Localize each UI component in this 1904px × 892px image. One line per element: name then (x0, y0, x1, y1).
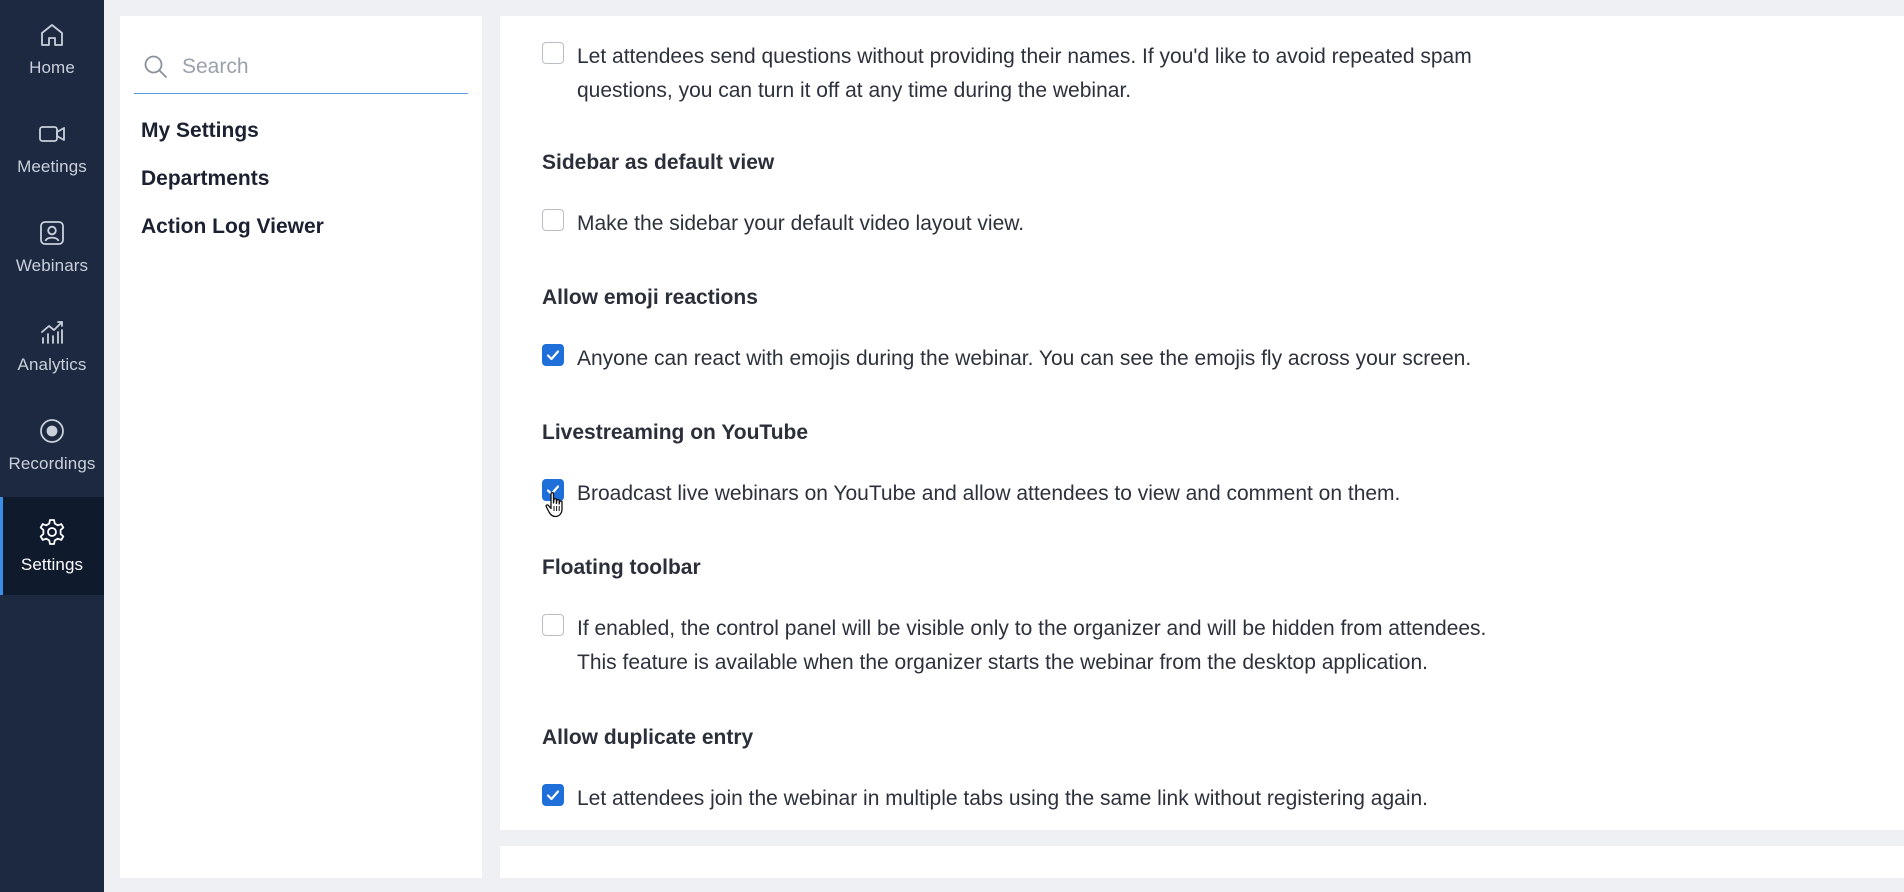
nav-item-analytics[interactable] (0, 297, 104, 395)
analytics-chart-icon (37, 317, 67, 347)
settings-content (500, 16, 1904, 830)
search-input[interactable] (182, 55, 452, 79)
nav-label: Meetings (17, 157, 87, 176)
section-title: Livestreaming on YouTube (542, 421, 809, 444)
duplicate-entry-checkbox[interactable] (542, 784, 564, 806)
setting-row (542, 782, 1842, 816)
settings-menu (141, 102, 324, 246)
floating-toolbar-section (542, 556, 1842, 580)
section-title: Sidebar as default view (542, 151, 775, 174)
duplicate-entry-section (542, 726, 1842, 750)
nav-item-settings[interactable] (0, 497, 104, 595)
nav-label: Home (29, 58, 75, 77)
description-line: Let attendees send questions without providing their names. If you'd like to avoid repeated spam (577, 45, 1472, 68)
sidebar-default-section (542, 151, 1842, 175)
nav-item-meetings[interactable] (0, 99, 104, 197)
setting-description (577, 612, 1842, 680)
menu-item-action-log-viewer[interactable]: Action Log Viewer (141, 215, 324, 238)
description-line: This feature is available when the organizer starts the webinar from the desktop application. (577, 651, 1428, 674)
description-line: questions, you can turn it off at any time during the webinar. (577, 79, 1132, 102)
floating-toolbar-checkbox[interactable] (542, 614, 564, 636)
youtube-livestream-checkbox[interactable] (542, 479, 564, 501)
nav-label: Analytics (17, 355, 87, 374)
menu-item-my-settings[interactable]: My Settings (141, 119, 259, 142)
setting-description: Broadcast live webinars on YouTube and allow attendees to view and comment on them. (577, 482, 1401, 505)
nav-item-home[interactable] (0, 0, 104, 98)
nav-label: Webinars (15, 256, 89, 275)
floating-toolbar-setting (542, 612, 1842, 680)
home-icon (37, 20, 67, 50)
nav-item-recordings[interactable] (0, 396, 104, 494)
check-icon (545, 347, 561, 363)
duplicate-entry-setting (542, 782, 1842, 816)
menu-item-departments[interactable]: Departments (141, 167, 270, 190)
webinar-user-icon (37, 218, 67, 248)
emoji-reactions-setting (542, 342, 1842, 376)
emoji-reactions-section (542, 286, 1842, 310)
section-title: Floating toolbar (542, 556, 701, 579)
setting-row (542, 207, 1842, 241)
setting-row (542, 612, 1842, 680)
setting-row (542, 40, 1842, 108)
setting-description (577, 40, 1842, 108)
emoji-reactions-checkbox[interactable] (542, 344, 564, 366)
search-icon (142, 53, 170, 81)
gear-icon (37, 517, 67, 547)
sidebar-default-setting (542, 207, 1842, 241)
setting-description: Make the sidebar your default video layout view. (577, 212, 1025, 235)
setting-row (542, 342, 1842, 376)
section-title: Allow duplicate entry (542, 726, 754, 749)
section-title: Allow emoji reactions (542, 286, 758, 309)
nav-item-webinars[interactable] (0, 198, 104, 296)
nav-rail (0, 0, 104, 892)
setting-description: Anyone can react with emojis during the webinar. You can see the emojis fly across your screen. (577, 347, 1472, 370)
sidebar-default-checkbox[interactable] (542, 209, 564, 231)
anonymous-questions-checkbox[interactable] (542, 42, 564, 64)
check-icon (545, 482, 561, 498)
youtube-section (542, 421, 1842, 445)
description-line: If enabled, the control panel will be visible only to the organizer and will be hidden from attendees. (577, 617, 1487, 640)
setting-description: Let attendees join the webinar in multiple tabs using the same link without registering again. (577, 787, 1429, 810)
content-footer-panel (500, 846, 1904, 878)
record-icon (37, 416, 67, 446)
setting-row (542, 477, 1842, 511)
video-camera-icon (37, 119, 67, 149)
nav-label: Recordings (8, 454, 96, 473)
search-box (134, 40, 468, 94)
youtube-setting (542, 477, 1842, 511)
settings-sidebar (120, 16, 482, 878)
check-icon (545, 787, 561, 803)
nav-label: Settings (20, 555, 84, 574)
anonymous-questions-setting (542, 40, 1842, 108)
